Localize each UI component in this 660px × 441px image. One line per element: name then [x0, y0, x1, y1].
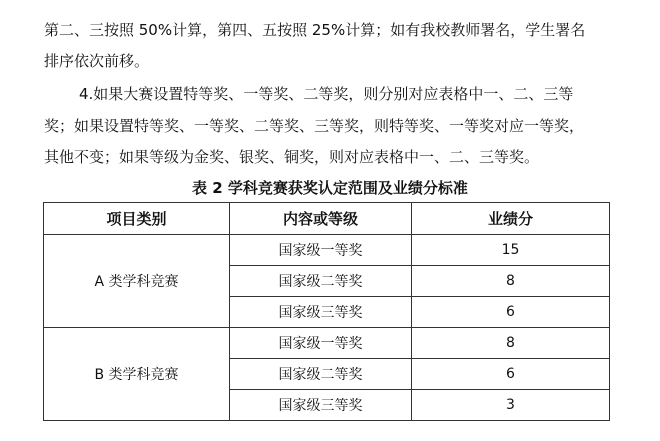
level-cell: 国家级二等奖: [230, 359, 412, 390]
paragraph-line-3: 4.如果大赛设置特等奖、一等奖、二等奖，则分别对应表格中一、二、三等: [79, 85, 574, 103]
paragraph-line-5: 其他不变；如果等级为金奖、银奖、铜奖，则对应表格中一、二、三等奖。: [44, 148, 540, 166]
table-row: [44, 235, 610, 266]
level-cell: 国家级一等奖: [230, 235, 412, 266]
level-cell: 国家级一等奖: [230, 328, 412, 359]
header-score: 业绩分: [412, 203, 610, 235]
score-cell: 8: [412, 328, 610, 359]
paragraph-line-2: 排序依次前移。: [44, 52, 150, 70]
score-cell: 15: [412, 235, 610, 266]
score-cell: 6: [412, 297, 610, 328]
table-caption: 表 2 学科竞赛获奖认定范围及业绩分标准: [192, 179, 468, 197]
score-cell: 8: [412, 266, 610, 297]
level-cell: 国家级二等奖: [230, 266, 412, 297]
score-cell: 3: [412, 390, 610, 421]
category-cell-a: A 类学科竞赛: [44, 235, 230, 328]
paragraph-line-4: 奖；如果设置特等奖、一等奖、二等奖、三等奖，则特等奖、一等奖对应一等奖，: [44, 117, 585, 135]
paragraph-line-1: 第二、三按照 50%计算，第四、五按照 25%计算；如有我校教师署名，学生署名: [44, 21, 586, 39]
category-cell-b: B 类学科竞赛: [44, 328, 230, 421]
table-header-row: [44, 203, 610, 235]
header-category: 项目类别: [44, 203, 230, 235]
level-cell: 国家级三等奖: [230, 390, 412, 421]
award-score-table: [43, 202, 610, 421]
level-cell: 国家级三等奖: [230, 297, 412, 328]
score-cell: 6: [412, 359, 610, 390]
table-row: [44, 328, 610, 359]
header-level: 内容或等级: [230, 203, 412, 235]
